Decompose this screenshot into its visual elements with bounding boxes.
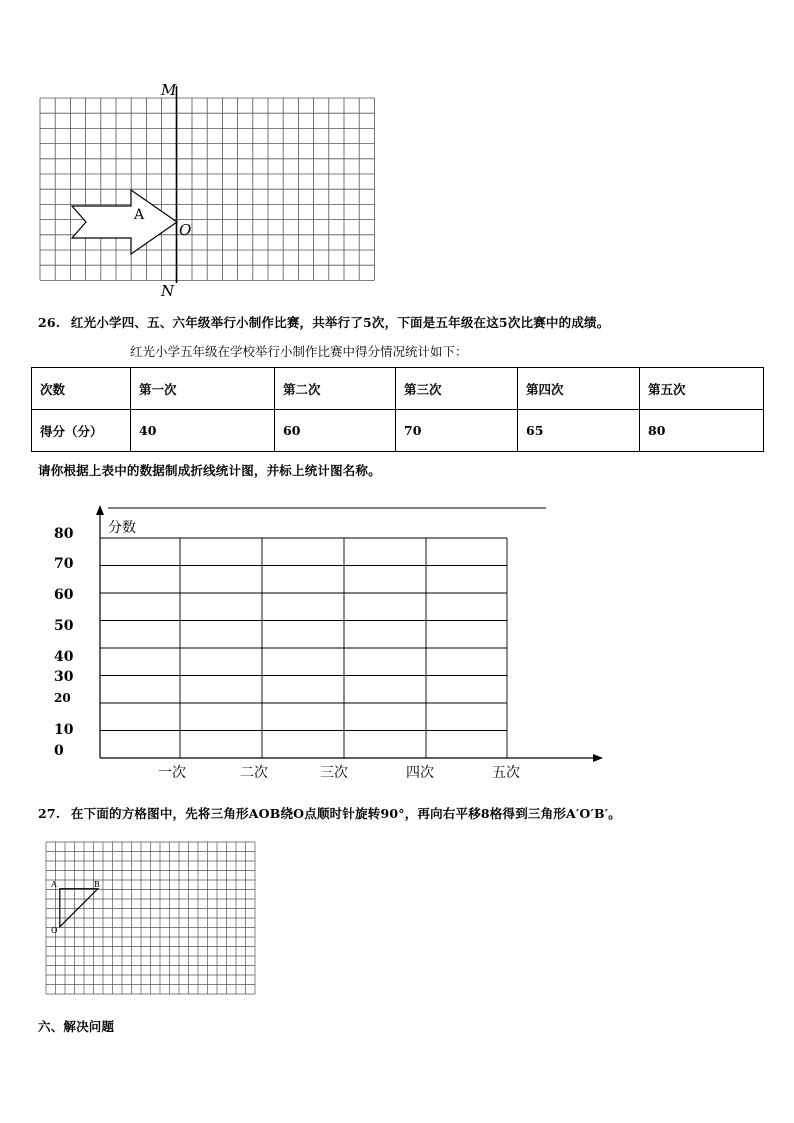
x-tick-labels [158,765,520,781]
label-n: N [161,282,175,300]
question-26 [38,313,609,331]
table-cell: 60 [275,410,396,452]
label-b: B [94,880,100,889]
table-cell: 第三次 [396,368,518,410]
label-o: O [51,926,58,935]
table-cell: 第一次 [131,368,275,410]
y-tick-label: 30 [54,669,74,685]
y-tick-label: 70 [54,556,74,572]
y-axis-label: 分数 [108,520,136,536]
question-27 [38,804,621,822]
grid-lines [46,842,255,994]
label-o: O [179,221,192,239]
x-tick-label: 一次 [158,765,186,781]
chart-instruction: 请你根据上表中的数据制成折线统计图，并标上统计图名称。 [38,463,381,478]
triangle-aob [60,889,98,927]
question-number: 26. [38,315,61,330]
x-tick-label: 二次 [240,765,268,781]
score-table [31,367,764,452]
table-cell: 第四次 [518,368,640,410]
table-cell: 65 [518,410,640,452]
question-text: 在下面的方格图中，先将三角形AOB绕O点顺时针旋转90°，再向右平移8格得到三角形A′O′B′。 [70,806,621,821]
table-row-scores [32,410,764,452]
y-tick-label: 0 [54,743,64,759]
symmetry-grid-figure [36,80,381,300]
y-tick-label: 10 [54,722,74,738]
table-cell: 次数 [32,368,131,410]
x-tick-label: 三次 [320,765,348,781]
table-cell: 第五次 [640,368,764,410]
section-title: 六、解决问题 [38,1019,115,1034]
table-row-header [32,368,764,410]
table-caption: 红光小学五年级在学校举行小制作比赛中得分情况统计如下： [130,344,468,359]
y-tick-labels [54,526,74,759]
table-cell: 70 [396,410,518,452]
y-tick-label: 80 [54,526,74,542]
table-cell: 得分（分） [32,410,131,452]
question-text: 红光小学四、五、六年级举行小制作比赛，共举行了5次，下面是五年级在这5次比赛中的成绩。 [70,315,610,330]
question-number: 27. [38,806,61,821]
table-cell: 第二次 [275,368,396,410]
rotation-grid-figure [40,836,276,1002]
label-m: M [161,81,177,99]
y-tick-label: 40 [54,649,74,665]
blank-line-chart [40,500,610,790]
y-tick-label: 20 [54,691,71,705]
y-tick-label: 50 [54,618,74,634]
table-cell: 40 [131,410,275,452]
label-a: A [134,207,145,223]
chart-grid [100,538,507,758]
grid-lines [40,98,374,280]
y-tick-label: 60 [54,587,74,603]
x-tick-label: 四次 [406,765,434,781]
x-axis-arrow [593,754,603,762]
table-cell: 80 [640,410,764,452]
x-tick-label: 五次 [492,765,520,781]
y-axis-arrow [96,505,104,515]
label-a: A [51,880,57,889]
